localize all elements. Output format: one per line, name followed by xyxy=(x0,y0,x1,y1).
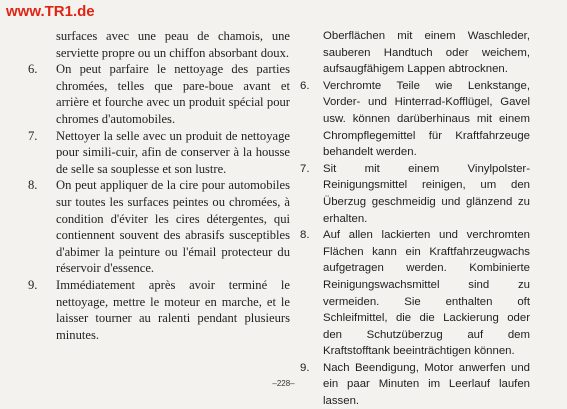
item-number: 7. xyxy=(300,162,310,175)
german-item-8 xyxy=(300,227,530,360)
page-number: –228– xyxy=(272,379,295,388)
item-number: 9. xyxy=(300,361,310,374)
german-item-7 xyxy=(300,161,530,227)
item-number: 9. xyxy=(28,277,38,292)
item-text: Nach Beendigung, Motor anwerfen und ein paar Minuten im Leerlauf laufen lassen. xyxy=(323,361,530,408)
french-item-9 xyxy=(28,277,290,343)
german-column xyxy=(300,28,530,409)
item-text: On peut parfaire le nettoyage des parties chromées, telles que pare-boue avant et arrière et fourche avec un produit spécial pour chromes d'automobiles. xyxy=(56,62,290,126)
german-continuation: Oberflächen mit einem Waschleder, sauberen Handtuch oder weichem, aufsaugfähigem Lappen abtrocknen. xyxy=(323,30,530,76)
item-number: 7. xyxy=(28,128,38,143)
french-continuation: surfaces avec une peau de chamois, une serviette propre ou un chiffon absorbant doux. xyxy=(56,29,290,60)
item-number: 6. xyxy=(300,79,310,92)
french-item-7 xyxy=(28,128,290,178)
french-item-6 xyxy=(28,61,290,127)
site-watermark: www.TR1.de xyxy=(6,3,95,20)
german-item-6 xyxy=(300,78,530,161)
item-text: Auf allen lackierten und verchromten Flächen kann ein Kraftfahrzeugwachs aufgetragen werden. Kombinierte Reinigungswachsmittel sind zu vermeiden. Sie enthalten oft Schleifmittel, die die Lackierung oder den Schutzüberzug auf dem Kraftstofftank beeinträchtigen können. xyxy=(323,229,530,358)
item-text: Immédiatement après avoir terminé le nettoyage, mettre le moteur en marche, et le laisser tourner au ralenti pendant plusieurs minutes. xyxy=(56,277,290,342)
french-column xyxy=(28,28,290,343)
item-number: 8. xyxy=(28,178,38,193)
item-text: Nettoyer la selle avec un produit de nettoyage pour simili-cuir, afin de conserver à la housse de selle sa souplesse et son lustre. xyxy=(56,128,290,176)
item-text: Sit mit einem Vinylpolster-Reinigungsmittel reinigen, um den Überzug geschmeidig und glänzend zu erhalten. xyxy=(323,162,530,225)
item-number: 6. xyxy=(28,62,38,77)
item-text: On peut appliquer de la cire pour automobiles sur toutes les surfaces peintes ou chromées, à condition d'éviter les cires détergentes, qui contiennent souvent des abrasifs susceptibles d'abimer la peinture ou l'émail protecteur du réservoir d'essence. xyxy=(56,178,290,276)
item-number: 8. xyxy=(300,229,310,242)
french-item-8 xyxy=(28,177,290,277)
item-text: Verchromte Teile wie Lenkstange, Vorder- und Hinterrad-Kofflügel, Gavel usw. können darüberhinaus mit einem Chrompflegemittel für Kraftfahrzeuge behandelt werden. xyxy=(323,79,530,159)
